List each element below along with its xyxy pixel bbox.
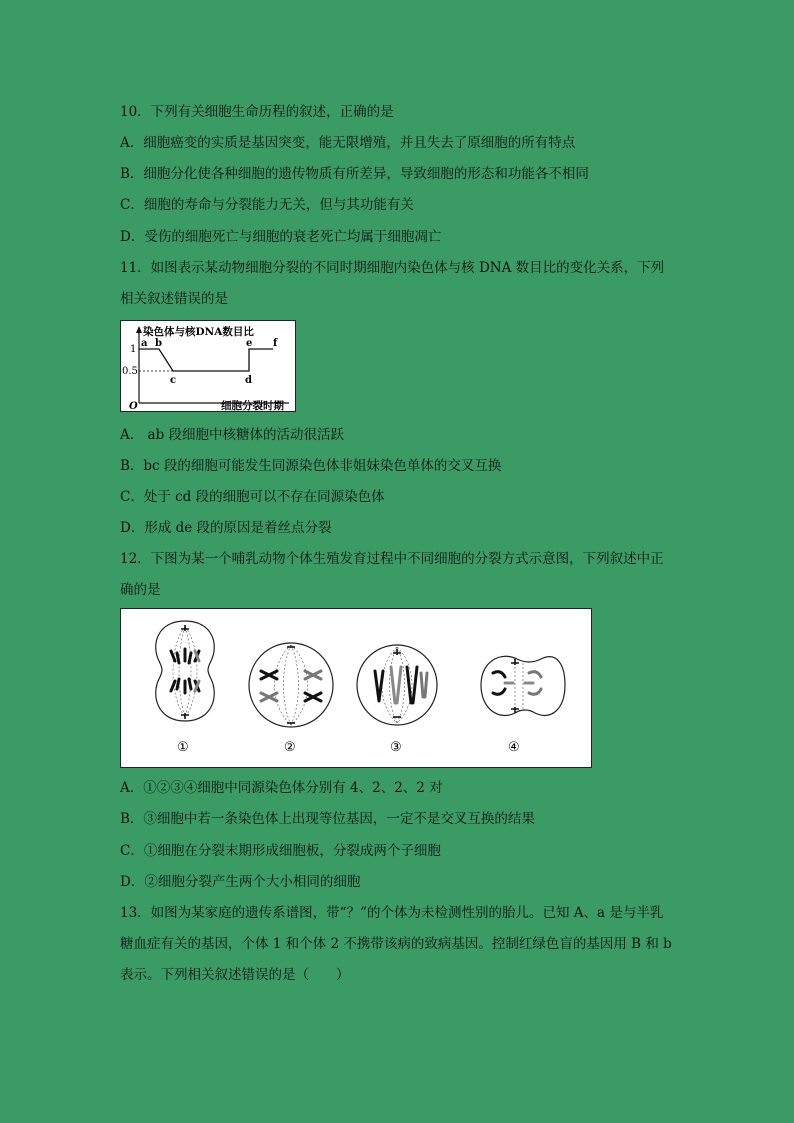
y-axis-arrow-icon (136, 326, 142, 333)
q11-option-a: A． ab 段细胞中核糖体的活动很活跃 (120, 427, 345, 443)
cell-3-illustration (357, 645, 437, 725)
q11-stem-line2: 相关叙述错误的是 (120, 291, 228, 307)
cell-label-3: ③ (390, 740, 402, 755)
q10-stem: 10．下列有关细胞生命历程的叙述，正确的是 (120, 104, 394, 120)
cell-2-illustration (249, 643, 333, 727)
point-f: f (273, 338, 278, 349)
chromosome-dna-ratio-graph (120, 320, 296, 412)
q11-option-b: B．bc 段的细胞可能发生同源染色体非姐妹染色单体的交叉互换 (120, 458, 502, 474)
point-b: b (155, 338, 162, 349)
cell-4-illustration (481, 656, 565, 715)
cell-label-4: ④ (508, 740, 520, 755)
cell-label-1: ① (177, 740, 189, 755)
graph-tick-1: 1 (130, 344, 137, 355)
q12-option-d: D．②细胞分裂产生两个大小相同的细胞 (120, 874, 361, 890)
cell-1-illustration (156, 621, 215, 721)
point-d: d (245, 375, 252, 386)
point-a: a (141, 338, 148, 349)
q10-option-d: D．受伤的细胞死亡与细胞的衰老死亡均属于细胞凋亡 (120, 229, 442, 245)
q13-stem-line3: 表示。下列相关叙述错误的是（ ） (120, 967, 350, 983)
q11-option-c: C．处于 cd 段的细胞可以不存在同源染色体 (120, 489, 385, 505)
q12-stem-line1: 12．下图为某一个哺乳动物个体生殖发育过程中不同细胞的分裂方式示意图，下列叙述中正 (120, 551, 664, 567)
q10-option-b: B．细胞分化使各种细胞的遗传物质有所差异，导致细胞的形态和功能各不相同 (120, 166, 589, 182)
q11-stem-line1: 11．如图表示某动物细胞分裂的不同时期细胞内染色体与核 DNA 数目比的变化关系，下列 (120, 260, 665, 276)
q12-option-b: B．③细胞中若一条染色体上出现等位基因，一定不是交叉互换的结果 (120, 811, 535, 827)
point-e: e (246, 338, 253, 349)
ratio-curve (139, 349, 273, 371)
q11-option-d: D．形成 de 段的原因是着丝点分裂 (120, 520, 332, 536)
q12-stem-line2: 确的是 (120, 582, 161, 598)
q10-option-a: A．细胞癌变的实质是基因突变，能无限增殖，并且失去了原细胞的所有特点 (120, 135, 576, 151)
q12-option-c: C．①细胞在分裂末期形成细胞板，分裂成两个子细胞 (120, 843, 441, 859)
graph-x-label: 细胞分裂时期 (221, 400, 284, 411)
q13-stem-line2: 糖血症有关的基因，个体 1 和个体 2 不携带该病的致病基因。控制红绿色盲的基因用 B 和 b (120, 936, 672, 952)
q10-option-c: C．细胞的寿命与分裂能力无关，但与其功能有关 (120, 197, 414, 213)
point-c: c (170, 375, 177, 386)
graph-tick-0-5: 0.5 (122, 366, 138, 377)
q13-stem-line1: 13．如图为某家庭的遗传系谱图，带“？”的个体为未检测性别的胎儿。已知 A、a 是与半乳 (120, 905, 664, 921)
cell-label-2: ② (284, 740, 296, 755)
cell-division-figure (120, 608, 592, 768)
graph-origin: O (129, 401, 138, 411)
graph-y-label: 染色体与核DNA数目比 (143, 326, 254, 338)
q12-option-a: A．①②③④细胞中同源染色体分别有 4、2、2、2 对 (120, 780, 443, 796)
